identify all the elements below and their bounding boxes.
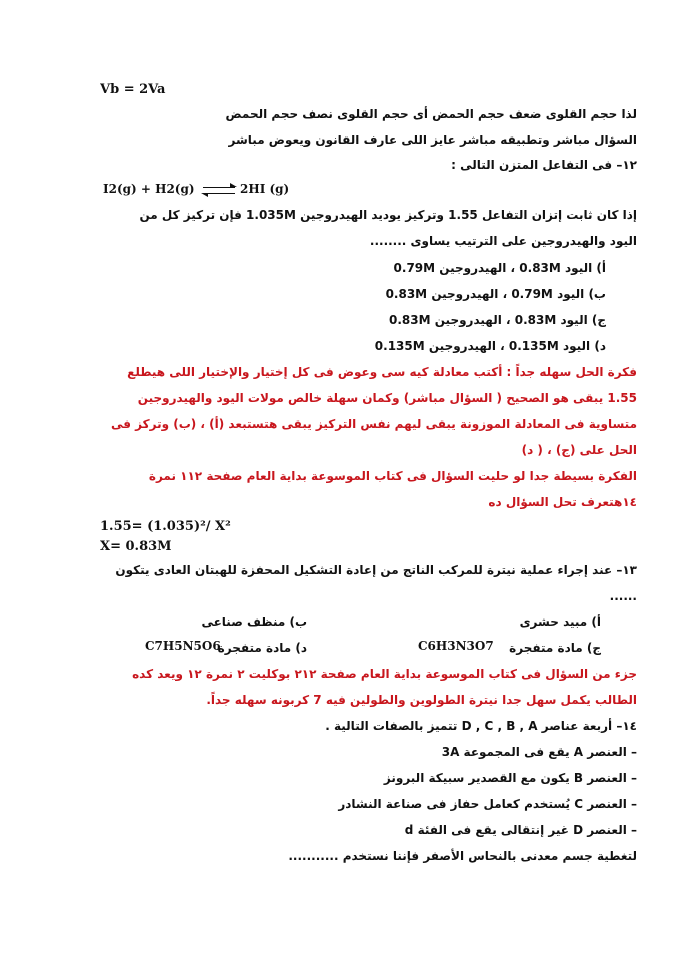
solution-note: الفكرة بسيطة جدا لو حليت السؤال فى كتاب الموسوعة بداية العام صفحة ١١٢ نمرة [148,469,637,483]
calculation-result: X= 0.83M [100,539,172,554]
question-14-final: لتغطية جسم معدنى بالنحاس الأصفر فإننا نستخدم ........... [288,849,637,863]
option-c-formula: C6H3N3O7 [418,639,494,653]
solution-note: متساوية فى المعادلة الموزونة يبقى ليهم نفس التركيز يبقى هتستبعد (أ) ، (ب) وتركز فى [111,417,637,431]
option-d: د) مادة متفجرة [217,641,307,655]
option-d: د) اليود 0.135M ، الهيدروجين 0.135M [374,339,606,353]
option-b: ب) منظف صناعى [201,615,307,629]
question-13-heading: ١٣– عند إجراء عملية نيترة للمركب الناتج من إعادة التشكيل المحفزة للهبتان العادى يتكون [115,563,637,577]
solution-note: الطالب يكمل سهل جدا نيترة الطولوين والطولين فيه 7 كربونه سهله جداً. [206,693,637,707]
question-12-heading: ١٢– فى التفاعل المتزن التالى : [451,158,637,172]
reaction-reactants: I2(g) + H2(g) [103,182,195,196]
solution-note: فكرة الحل سهله جداً : أكتب معادلة كيه سى وعوض فى كل إختيار والإختيار اللى هيطلع [127,365,637,379]
question-12-text: إذا كان ثابت إتزان التفاعل 1.55 وتركيز يوديد الهيدروجين 1.035M فإن تركيز كل من [139,208,637,222]
equilibrium-arrow-icon [203,184,237,198]
question-12-text: اليود والهيدروجين على الترتيب يساوى ........ [369,234,637,248]
solution-note: جزء من السؤال فى كتاب الموسوعة بداية العام صفحة ٢١٢ بوكليت ٢ نمرة ١٢ ويعد كده [132,667,637,681]
text-line: لذا حجم القلوى ضعف حجم الحمض أى حجم القلوى نصف حجم الحمض [225,107,637,121]
option-c: ج) اليود 0.83M ، الهيدروجين 0.83M [389,313,606,327]
vb-equation: Vb = 2Va [100,82,166,97]
question-14-item: – العنصر B يكون مع القصدير سبيكة البرونز [383,771,637,785]
option-c: ج) مادة متفجرة [509,641,601,655]
question-14-item: – العنصر D غير إنتقالى يقع فى الفئة d [404,823,637,837]
question-14-heading: ١٤– أربعة عناصر D , C , B , A تتميز بالصفات التالية . [325,719,637,733]
question-14-item: – العنصر A يقع فى المجموعة 3A [441,745,637,759]
text-line: السؤال مباشر وتطبيقه مباشر عايز اللى عارف القانون ويعوض مباشر [228,133,637,147]
option-a: أ) اليود 0.83M ، الهيدروجين 0.79M [393,261,606,275]
option-a: أ) مبيد حشرى [519,615,601,629]
question-14-item: – العنصر C يُستخدم كعامل حفاز فى صناعة النشادر [338,797,637,811]
solution-note: 1.55 يبقى هو الصحيح ( السؤال مباشر) وكمان سهلة خالص مولات اليود والهيدروجين [137,391,637,405]
solution-note: ١٤هتعرف تحل السؤال ده [488,495,637,509]
solution-note: الحل على (ج) ، ( د) [521,443,637,457]
calculation: 1.55= (1.035)²/ X² [100,519,231,534]
option-d-formula: C7H5N5O6 [145,639,221,653]
reaction-products: 2HI (g) [240,182,290,196]
option-b: ب) اليود 0.79M ، الهيدروجين 0.83M [385,287,606,301]
question-13-dots: ...... [609,589,637,603]
